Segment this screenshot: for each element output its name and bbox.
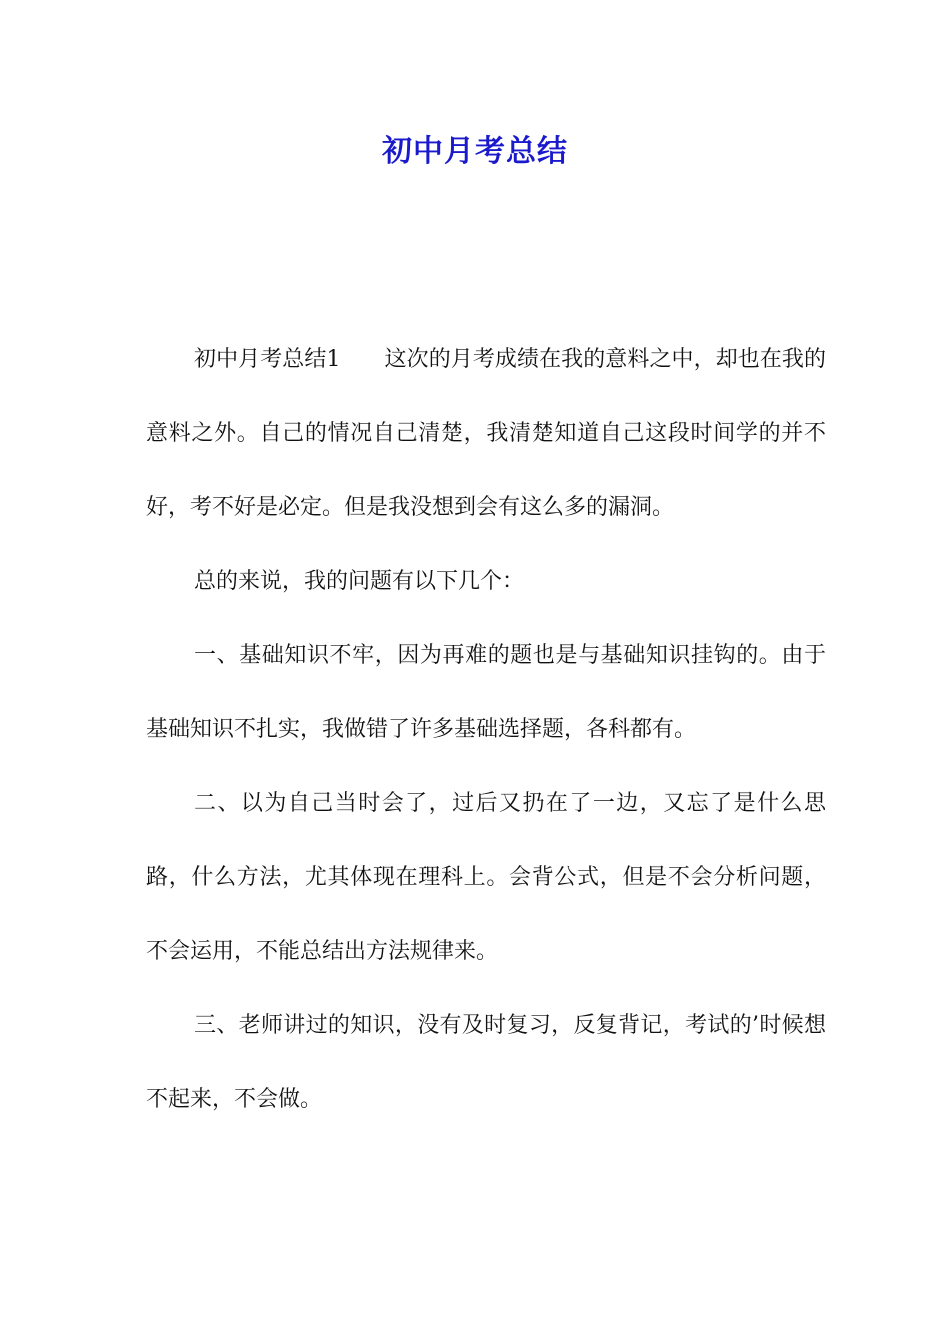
paragraph-5: 三、老师讲过的知识，没有及时复习，反复背记，考试的’时候想不起来，不会做。 xyxy=(146,1013,826,1112)
document-title: 初中月考总结 xyxy=(382,134,568,169)
paragraph-1 xyxy=(146,323,826,545)
section-heading: 初中月考总结1 xyxy=(194,347,341,372)
paragraph-text: 这次的月考成绩在我的意料之中，却也在我的意料之外。自己的情况自己清楚，我清楚知道自己这段时间学的并不好，考不好是必定。但是我没想到会有这么多的漏洞。 xyxy=(146,347,826,520)
paragraph-4: 二、以为自己当时会了，过后又扔在了一边，又忘了是什么思路，什么方法，尤其体现在理科上。会背公式，但是不会分析问题，不会运用，不能总结出方法规律来。 xyxy=(146,791,826,964)
paragraph-3: 一、基础知识不牢，因为再难的题也是与基础知识挂钩的。由于基础知识不扎实，我做错了许多基础选择题，各科都有。 xyxy=(146,643,826,742)
paragraph-2: 总的来说，我的问题有以下几个： xyxy=(194,569,525,594)
document-body xyxy=(146,323,826,1137)
